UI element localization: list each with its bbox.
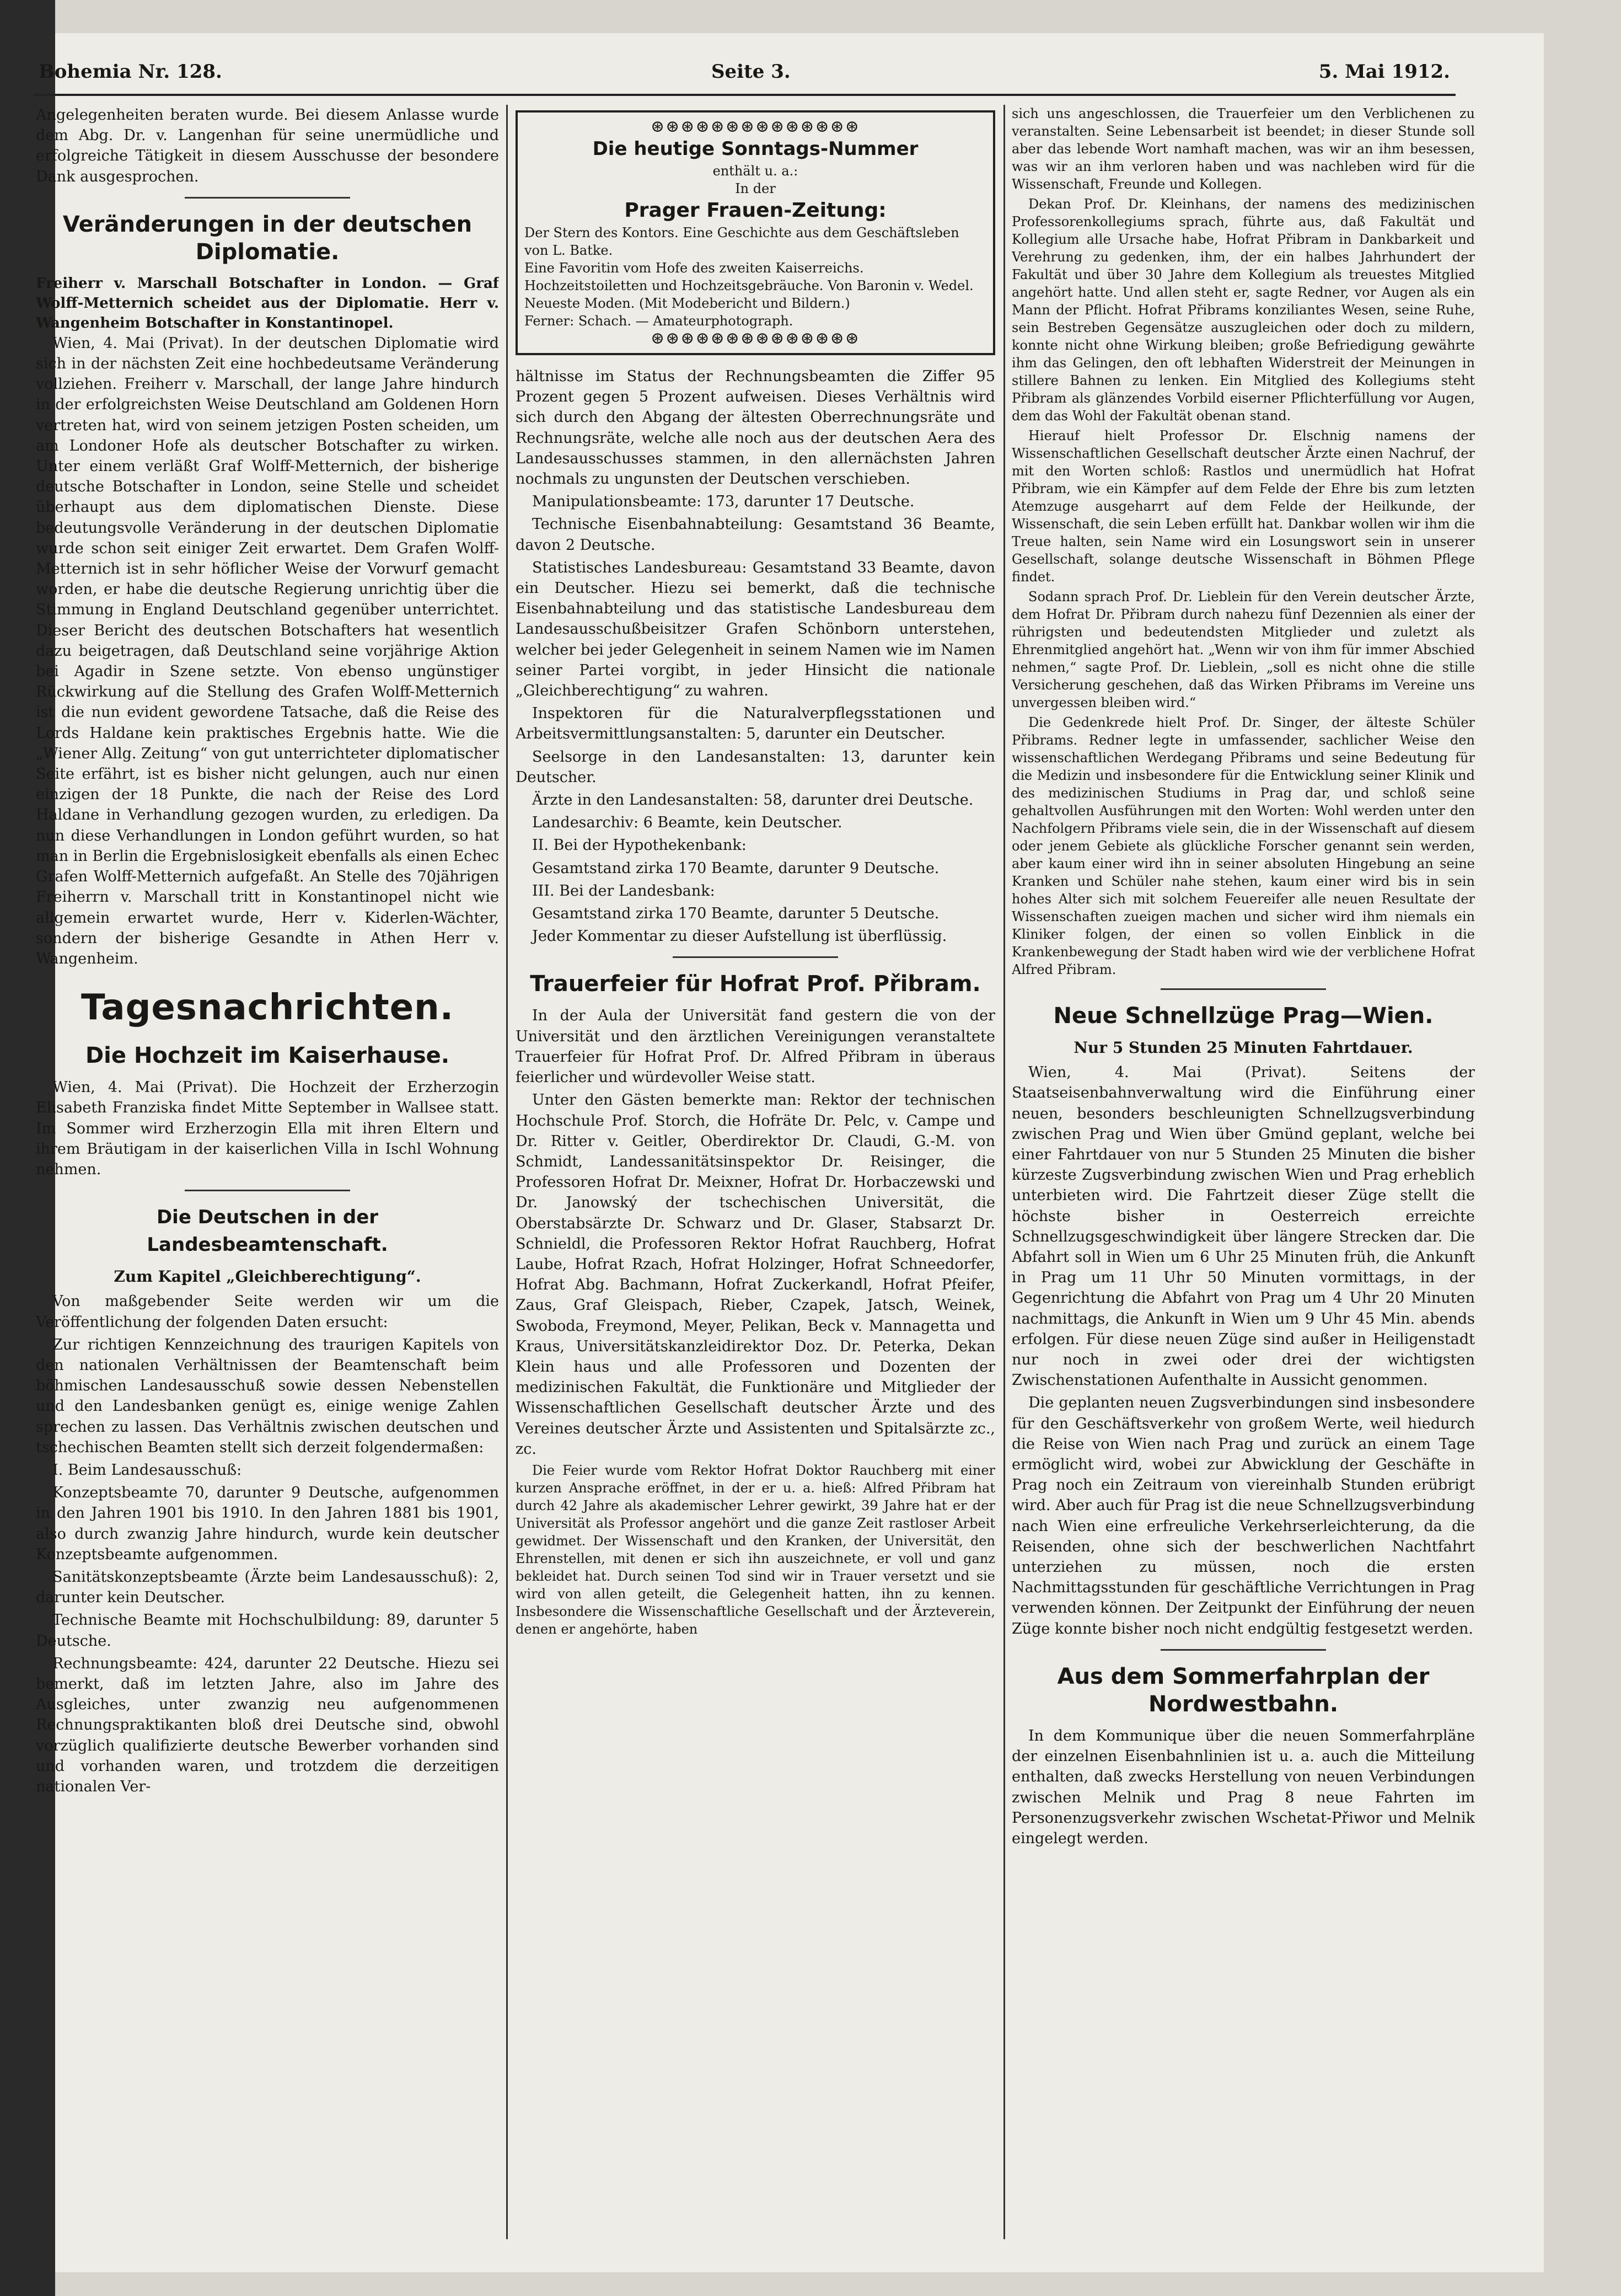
page-number: Seite 3. [711, 61, 791, 83]
paragraph: Dekan Prof. Dr. Kleinhans, der namens des medizinischen Professorenkollegiums sprach, führte aus, daß Fakultät und Kollegium alle Ursache habe, Hofrat Přibram in Dankbarkeit und Verehrung zu gedenken, ihm, der ein halbes Jahrhundert der Fakultät und über 30 Jahre dem Kollegium als treuestes Mitglied angehört hatte. Und allen steht er, sagte Redner, vor Augen als ein Mann der Pflicht. Hofrat Přibrams konziliantes Wesen, seine Ruhe, sein Bestreben Gegensätze auszugleichen oder doch zu mildern, konnte nicht ohne Wirkung bleiben; große Befriedigung gewährte ihm das Gelingen, den oft lebhaften Widerstreit der Meinungen in stillere Bahnen zu lenken. Ein Mitglied des Kollegiums steht Přibram als glänzendes Vorbild eiserner Pflichterfüllung vor Augen, dem das Wohl der Fakultät obenan stand. [1012, 196, 1475, 424]
ornament-band: ⊛⊛⊛⊛⊛⊛⊛⊛⊛⊛⊛⊛⊛⊛ [651, 118, 860, 136]
headline-landesbeamtenschaft: Die Deutschen in der Landesbeamtenschaft. [147, 1206, 388, 1256]
subhead-fahrtdauer: Nur 5 Stunden 25 Minuten Fahrtdauer. [1073, 1039, 1413, 1057]
paragraph: Gesamtstand zirka 170 Beamte, darunter 9 Deutsche. [532, 859, 940, 877]
paragraph: Die geplanten neuen Zugsverbindungen sind insbesondere für den Geschäftsverkehr von großem Werte, weil hiedurch die Reise von Wien nach Prag und zurück an einem Tage ermöglicht wird, wobei zur Abwicklung der Geschäfte in Prag noch ein Zeitraum von viereinhalb Stunden erübrigt wird. Aber auch für Prag ist die neue Schnellzugsverbindung nach Wien eine erfreuliche Verkehrserleichterung, da die Reisenden, ohne sich der beschwerlichen Nachtfahrt unterziehen zu müssen, noch die ersten Nachmittagsstunden für geschäftliche Verrichtungen in Prag verwenden können. Der Zeitpunkt der Einführung der neuen Züge konnte bisher noch nicht endgültig festgesetzt werden. [1012, 1394, 1475, 1637]
issue-date: 5. Mai 1912. [1318, 61, 1450, 83]
paragraph: In der Aula der Universität fand gestern die von der Universität und den ärztlichen Vereinigungen veranstaltete Trauerfeier für Hofrat Prof. Dr. Alfred Přibram in überaus feierlicher und würdevoller Weise statt. [516, 1007, 995, 1087]
paragraph: hältnisse im Status der Rechnungsbeamten die Ziffer 95 Prozent gegen 5 Prozent aufweisen. Dieses Verhältnis wird sich durch den Abgang der ältesten Oberrechnungsräte und Rechnungsräte, welche alle noch aus der deutschen Aera des Landesausschusses stammen, in den allernächsten Jahren nochmals zu ungunsten der Deutschen verschieben. [516, 368, 995, 488]
headline-schnellzuege: Neue Schnellzüge Prag—Wien. [1053, 1003, 1434, 1029]
paragraph: Die Gedenkrede hielt Prof. Dr. Singer, der älteste Schüler Přibrams. Redner legte in umfassender, sachlicher Weise den wissenschaftlichen Werdegang Přibrams und seine Bedeutung für die Medizin und insbesondere für die Entwicklung seiner Klinik und des medizinischen Studiums in Prag dar, und schloß seine gehaltvollen Ausführungen mit den Worten: Wohl werden unter den Nachfolgern Přibrams viele sein, die in der Wissenschaft auf diesem oder jenem Gebiete als glückliche Forscher genannt sein werden, aber kaum einer wird ihn in seiner absoluten Hingebung an seine Kranken und Schüler nahe stehen, kaum einer wird bis in sein hohes Alter sich mit solchem Feuereifer alle neuen Resultate der Wissenschaften zueigen machen und sicher wird ihm niemals ein Kliniker folgen, der einen so vollen Einblick in die Krankenbewegung der Stadt haben wird wie der verblichene Hofrat Alfred Přibram. [1012, 715, 1475, 977]
advert-in: In der [735, 181, 776, 196]
paragraph: Zur richtigen Kennzeichnung des traurigen Kapitels von den nationalen Verhältnissen der Beamtenschaft beim böhmischen Landesausschuß sowie dessen Nebenstellen und den Landesbanken genügt es, einige wenige Zahlen sprechen zu lassen. Das Verhältnis zwischen deutschen und tschechischen Beamten stellt sich derzeit folgendermaßen: [36, 1336, 499, 1456]
headline-diplomatie: Veränderungen in der deutschen Diplomatie. [62, 211, 473, 265]
paragraph: Wien, 4. Mai (Privat). Seitens der Staatseisenbahnverwaltung wird die Einführung einer neuen, besonders beschleunigten Schnellzugsverbindung zwischen Prag und Wien über Gmünd geplant, welche bei einer Fahrtdauer von nur 5 Stunden 25 Minuten die bisher kürzeste Zugsverbindung zwischen Wien und Prag erheblich unterbieten wird. Die Fahrtzeit dieser Züge stellt die höchste bisher in Oesterreich erreichte Schnellzugsgeschwindigkeit über längere Strecken dar. Die Abfahrt soll in Wien um 6 Uhr 25 Minuten früh, die Ankunft in Prag um 11 Uhr 50 Minuten vormittags, in der Gegenrichtung die Abfahrt von Prag um 4 Uhr 20 Minuten nachmittags, die Ankunft in Wien um 9 Uhr 45 Min. abends erfolgen. Für diese neuen Züge sind außer in Heiligenstadt nur noch in zwei oder drei der wichtigsten Zwischenstationen Aufenthalte in Aussicht genommen. [1012, 1064, 1475, 1389]
paragraph: Jeder Kommentar zu dieser Aufstellung ist überflüssig. [532, 928, 947, 945]
headline-hochzeit: Die Hochzeit im Kaiserhause. [85, 1043, 450, 1069]
paragraph: III. Bei der Landesbank: [532, 882, 715, 900]
paragraph: Unter den Gästen bemerkte man: Rektor der technischen Hochschule Prof. Storch, die Hofräte Dr. Pelc, v. Campe und Dr. Ritter v. Geitler, Oberdirektor Dr. Claudi, G.-M. von Schmidt, Landessanitätsinspektor Dr. Reisinger, die Professoren Hofrat Dr. Meixner, Hofrat Dr. Horbaczewski und Dr. Janowský der tschechischen Universität, die Oberstabsärzte Dr. Schwarz und Dr. Glaser, Stabsarzt Dr. Schnieldl, die Professoren Rektor Hofrat Rauchberg, Hofrat Laube, Hofrat Rzach, Hofrat Holzinger, Hofrat Schneedorfer, Hofrat Abg. Bachmann, Hofrat Zuckerkandl, Hofrat Pfeifer, Zaus, Graf Gleispach, Rieber, Czapek, Jatsch, Weinek, Swoboda, Freymond, Meyer, Pelikan, Beck v. Mannagetta und Kraus, Universitätskanzleidirektor Doz. Dr. Peterka, Dekan Klein haus und alle Professoren und Dozenten der medizinischen Fakultät, die Funktionäre und Mitglieder der Wissenschaftlichen Gesellschaft deutscher Ärzte und des Vereines deutscher Ärzte und Assistenten und Spitalsärzte zc., zc. [516, 1091, 995, 1458]
paragraph: Die Feier wurde vom Rektor Hofrat Doktor Rauchberg mit einer kurzen Ansprache eröffnet, in der er u. a. hieß: Alfred Přibram hat durch 42 Jahre als akademischer Lehrer gewirkt, 39 Jahre hat er der Universität als Professor angehört und die ganze Zeit rastloser Arbeit gewidmet. Der Wissenschaft und den Kranken, der Universität, den Ehrenstellen, mit denen er sich ihn auszeichnete, er voll und ganz bekleidet hat. Durch seinen Tod sind wir in Trauer versetzt und sie wird von allen geteilt, die Gelegenheit hatten, ihn zu kennen. Insbesondere die Wissenschaftliche Gesellschaft und der Ärzteverein, denen er angehörte, haben [516, 1462, 995, 1637]
article-separator [185, 1190, 350, 1191]
paragraph: Rechnungsbeamte: 424, darunter 22 Deutsche. Hiezu sei bemerkt, daß im letzten Jahre, also im Jahre des Ausgleiches, unter zwanzig neu aufgenommenen Rechnungspraktikanten bloß drei Deutsche sind, obwohl vorzüglich qualifizierte deutsche Bewerber vorhanden sind und vorhanden waren, und trotzdem die derzeitigen nationalen Ver- [36, 1655, 499, 1795]
headline-sommerfahrplan: Aus dem Sommerfahrplan der Nordwestbahn. [1057, 1663, 1430, 1717]
column-divider [506, 105, 508, 2239]
article-separator [1161, 988, 1326, 990]
paragraph: Gesamtstand zirka 170 Beamte, darunter 5 Deutsche. [532, 905, 940, 923]
paragraph: Von maßgebender Seite werden wir um die Veröffentlichung der folgenden Daten ersucht: [36, 1293, 499, 1331]
body-hochzeit: Wien, 4. Mai (Privat). Die Hochzeit der Erzherzogin Elisabeth Franziska findet Mitte September in Wallsee statt. Im Sommer wird Erzherzogin Ella mit ihren Eltern und ihrem Bräutigam in der kaiserlichen Villa in Ischl Wohnung nehmen. [36, 1079, 499, 1178]
advert-box-sonntags-nummer [516, 110, 995, 355]
header-rule [33, 94, 1456, 96]
paragraph: Technische Beamte mit Hochschulbildung: 89, darunter 5 Deutsche. [36, 1612, 499, 1650]
section-title-tagesnachrichten: Tagesnachrichten. [80, 987, 454, 1029]
ornament-band: ⊛⊛⊛⊛⊛⊛⊛⊛⊛⊛⊛⊛⊛⊛ [651, 330, 860, 347]
paragraph: Inspektoren für die Naturalverpflegsstationen und Arbeitsvermittlungsanstalten: 5, darunter ein Deutscher. [516, 705, 995, 743]
column-2 [516, 105, 995, 2239]
advert-line: Neueste Moden. (Mit Modebericht und Bildern.) [524, 296, 850, 311]
column-1 [36, 105, 499, 2239]
paragraph: Sanitätskonzeptsbeamte (Ärzte beim Landesausschuß): 2, darunter kein Deutscher. [36, 1568, 499, 1607]
paragraph: In dem Kommunique über die neuen Sommerfahrpläne der einzelnen Eisenbahnlinien ist u. a. auch die Mitteilung enthalten, daß zwecks Herstellung von neuen Verbindungen zwischen Melnik und Prag 8 neue Fahrten im Personenzugsverkehr zwischen Wschetat-Přiwor und Melnik eingelegt werden. [1012, 1727, 1475, 1847]
paragraph: Konzeptsbeamte 70, darunter 9 Deutsche, aufgenommen in den Jahren 1901 bis 1910. In den Jahren 1881 bis 1901, also durch zwanzig Jahre hindurch, wurde kein deutscher Konzeptsbeamte aufgenommen. [36, 1484, 499, 1563]
subhead-gleichberechtigung: Zum Kapitel „Gleichberechtigung“. [114, 1267, 421, 1286]
paragraph: Ärzte in den Landesanstalten: 58, darunter drei Deutsche. [532, 791, 974, 809]
advert-title: Die heutige Sonntags-Nummer [592, 138, 919, 160]
column-3 [1012, 105, 1475, 2239]
paragraph: Seelsorge in den Landesanstalten: 13, darunter kein Deutscher. [516, 748, 995, 786]
article-separator [1161, 1649, 1326, 1651]
paragraph: Technische Eisenbahnabteilung: Gesamtstand 36 Beamte, davon 2 Deutsche. [516, 516, 995, 554]
column-divider [1003, 105, 1005, 2239]
advert-line: Ferner: Schach. — Amateurphotograph. [524, 313, 793, 329]
issue-label: Bohemia Nr. 128. [39, 61, 222, 83]
paragraph: Statistisches Landesbureau: Gesamtstand 33 Beamte, davon ein Deutscher. Hiezu sei bemerkt, daß die technische Eisenbahnabteilung und das statistische Landesbureau dem Landesausschußbeisitzer Grafen Schönborn unterstehen, welcher bei jeder Gelegenheit in seinem Namen wie im Namen seiner Partei vorgibt, in jeder Hinsicht die nationale „Gleichberechtigung“ zu wahren. [516, 559, 995, 700]
advert-line: Eine Favoritin vom Hofe des zweiten Kaiserreichs. [524, 260, 864, 276]
body-diplomatie: Wien, 4. Mai (Privat). In der deutschen Diplomatie wird sich in der nächsten Zeit eine hochbedeutsame Veränderung vollziehen. Freiherr v. Marschall, der lange Jahre hindurch in der erfolgreichsten Weise Deutschland am Goldenen Horn vertreten hat, wird von seinem jetzigen Posten scheiden, um am Londoner Hofe als deutscher Botschafter zu wirken. Unter einem verläßt Graf Wolff-Metternich, der bisherige deutsche Botschafter in London, seine Stelle und scheidet überhaupt aus dem diplomatischen Dienste. Diese bedeutungsvolle Veränderung in der deutschen Diplomatie wurde schon seit einiger Zeit erwartet. Dem Grafen Wolff-Metternich ist in sehr höflicher Weise der Vorwurf gemacht worden, er habe die deutsche Regierung unrichtig über die Stimmung in England Deutschland gegenüber unterrichtet. Dieser Bericht des deutschen Botschafters hat wesentlich dazu beigetragen, daß Deutschland seine vorjährige Aktion bei Agadir in Szene setzte. Von ebenso ungünstiger Rückwirkung auf die Stellung des Grafen Wolff-Metternich ist die nun evident gewordene Tatsache, daß die Reise des Lords Haldane kein praktisches Ergebnis hatte. Wie die „Wiener Allg. Zeitung“ von gut unterrichteter diplomatischer Seite erfährt, ist es bisher nicht gelungen, auch nur einen einzigen der 18 Punkte, die nach der Reise des Lord Haldane in Verhandlung gezogen wurden, zu erledigen. Da nun diese Verhandlungen in London geführt wurden, so hat man in Berlin die Ergebnislosigkeit ebenfalls als einen Echec Grafen Wolff-Metternich aufgefaßt. An Stelle des 70jährigen Freiherrn v. Marschall tritt in Konstantinopel nicht wie allgemein erwartet wurde, Herr v. Kiderlen-Wächter, sondern der bisherige Gesandte in Athen Herr v. Wangenheim. [36, 334, 499, 967]
advert-line: Der Stern des Kontors. Eine Geschichte aus dem Geschäftsleben von L. Batke. [524, 225, 959, 258]
paragraph: Sodann sprach Prof. Dr. Lieblein für den Verein deutscher Ärzte, dem Hofrat Dr. Přibram durch nahezu fünf Dezennien als einer der rührigsten und bedeutendsten Mitglieder und zuletzt als Ehrenmitglied angehört hat. „Wenn wir von ihm für immer Abschied nehmen,“ sagte Prof. Dr. Lieblein, „soll es nicht ohne die stille Versicherung geschehen, daß das Wirken Přibrams im Vereine uns unvergessen bleiben wird.“ [1012, 589, 1475, 710]
paragraph: II. Bei der Hypothekenbank: [532, 837, 747, 854]
paragraph: Hierauf hielt Professor Dr. Elschnig namens der Wissenschaftlichen Gesellschaft deutscher Ärzte einen Nachruf, der mit den Worten schloß: Rastlos und unermüdlich hat Hofrat Přibram, wie ein Kämpfer auf dem Felde der Ehre bis zum letzten Atemzuge ausgeharrt auf dem Felde der Heilkunde, der Wissenschaft, die sein Leben erfüllt hat. Dankbar wollen wir ihm die Treue halten, sein Name wird ein Losungswort sein in unserer Gesellschaft, solange deutsche Wissenschaft in Böhmen Pflege findet. [1012, 428, 1475, 585]
paragraph: I. Beim Landesausschuß: [52, 1461, 242, 1479]
article-separator [185, 197, 350, 199]
lead-diplomatie: Freiherr v. Marschall Botschafter in London. — Graf Wolff-Metternich scheidet aus der Diplomatie. Herr v. Wangenheim Botschafter in Konstantinopel. [36, 275, 499, 331]
paragraph: sich uns angeschlossen, die Trauerfeier um den Verblichenen zu veranstalten. Seine Lebensarbeit ist beendet; in dieser Stunde soll aber das lebende Wort namhaft machen, was wir an ihm besessen, was wir an ihm verloren haben und was nachleben wird für die Wissenschaft, Freunde und Kollegen. [1012, 106, 1475, 192]
paragraph: Manipulationsbeamte: 173, darunter 17 Deutsche. [532, 493, 915, 511]
article-separator [673, 956, 838, 958]
article-continuation: Angelegenheiten beraten wurde. Bei diesem Anlasse wurde dem Abg. Dr. v. Langenhan für seine unermüdliche und erfolgreiche Tätigkeit in diesem Ausschusse der besondere Dank ausgesprochen. [36, 106, 499, 185]
advert-line: Hochzeitstoiletten und Hochzeitsgebräuche. Von Baronin v. Wedel. [524, 278, 974, 293]
advert-subtitle: enthält u. a.: [712, 163, 798, 179]
advert-paper-name: Prager Frauen-Zeitung: [624, 199, 887, 222]
paragraph: Landesarchiv: 6 Beamte, kein Deutscher. [532, 814, 842, 832]
headline-trauerfeier: Trauerfeier für Hofrat Prof. Přibram. [530, 971, 981, 997]
